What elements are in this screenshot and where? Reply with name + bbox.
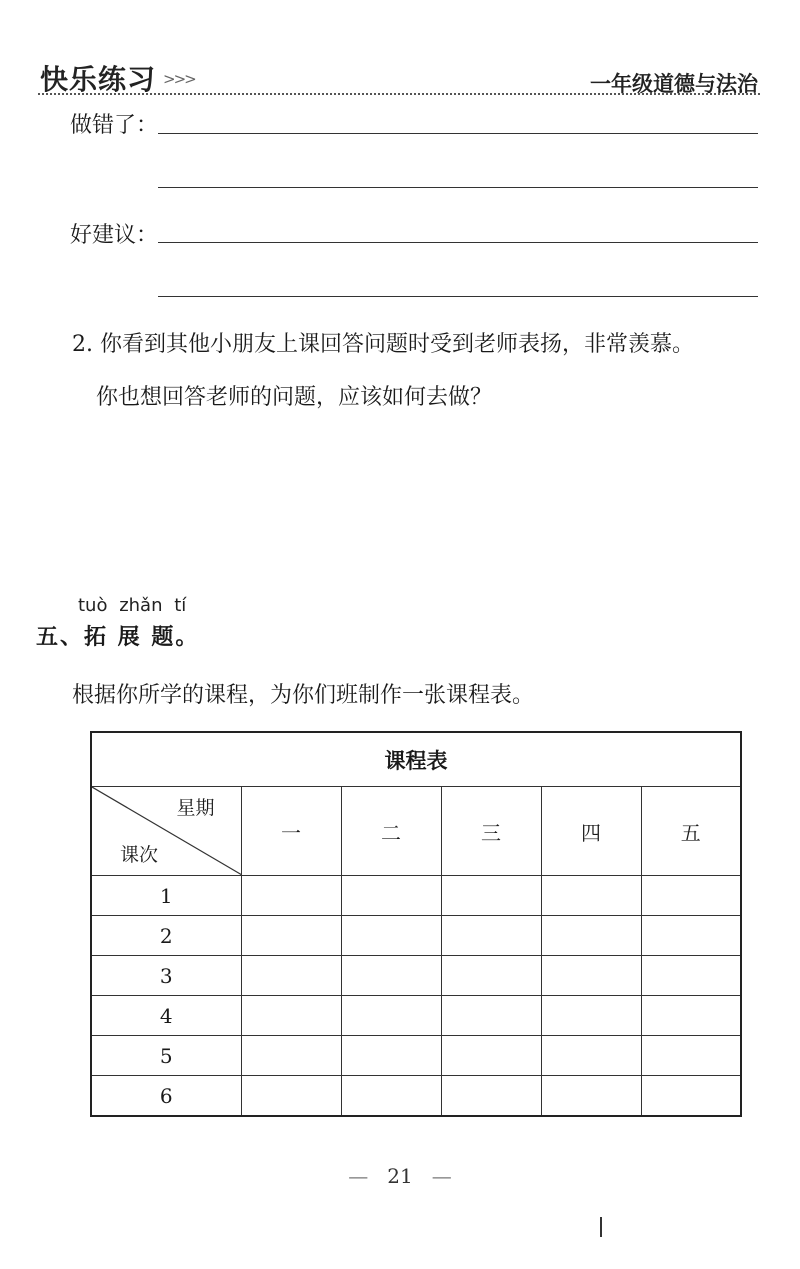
advice-answer-line-1[interactable] bbox=[158, 242, 758, 243]
mistake-label: 做错了： bbox=[70, 113, 159, 138]
mistake-answer-line-2[interactable] bbox=[158, 187, 758, 188]
schedule-cell[interactable] bbox=[241, 956, 341, 996]
schedule-cell[interactable] bbox=[241, 996, 341, 1036]
schedule-cell[interactable] bbox=[341, 1076, 441, 1117]
chevrons-decoration: >>> bbox=[163, 70, 195, 88]
period-label: 1 bbox=[91, 876, 241, 916]
schedule-cell[interactable] bbox=[341, 956, 441, 996]
schedule-cell[interactable] bbox=[541, 1076, 641, 1117]
page-number: 21 bbox=[387, 1164, 413, 1188]
schedule-cell[interactable] bbox=[641, 916, 741, 956]
schedule-cell[interactable] bbox=[441, 996, 541, 1036]
table-row bbox=[91, 996, 741, 1036]
schedule-cell[interactable] bbox=[341, 996, 441, 1036]
section-5-title: 五、拓 展 题。 bbox=[36, 625, 200, 650]
table-row bbox=[91, 916, 741, 956]
schedule-cell[interactable] bbox=[241, 876, 341, 916]
schedule-cell[interactable] bbox=[541, 996, 641, 1036]
schedule-cell[interactable] bbox=[541, 1036, 641, 1076]
schedule-cell[interactable] bbox=[441, 916, 541, 956]
dash-right: — bbox=[431, 1164, 452, 1188]
schedule-cell[interactable] bbox=[241, 1076, 341, 1117]
period-label: 3 bbox=[91, 956, 241, 996]
schedule-cell[interactable] bbox=[441, 956, 541, 996]
table-row bbox=[91, 1036, 741, 1076]
margin-mark bbox=[600, 1217, 602, 1237]
mistake-answer-line-1[interactable] bbox=[158, 133, 758, 134]
schedule-cell[interactable] bbox=[441, 1036, 541, 1076]
question-2-line-2: 你也想回答老师的问题，应该如何去做？ bbox=[96, 385, 493, 410]
period-label: 6 bbox=[91, 1076, 241, 1117]
schedule-cell[interactable] bbox=[241, 1036, 341, 1076]
table-row bbox=[91, 1076, 741, 1117]
schedule-cell[interactable] bbox=[641, 876, 741, 916]
schedule-cell[interactable] bbox=[441, 1076, 541, 1117]
schedule-cell[interactable] bbox=[641, 1036, 741, 1076]
schedule-cell[interactable] bbox=[441, 876, 541, 916]
corner-header-cell bbox=[91, 787, 241, 876]
schedule-cell[interactable] bbox=[341, 916, 441, 956]
schedule-cell[interactable] bbox=[341, 876, 441, 916]
schedule-cell[interactable] bbox=[541, 876, 641, 916]
subject-title: 一年级道德与法治 bbox=[590, 72, 758, 96]
schedule-title: 课程表 bbox=[91, 732, 741, 787]
diagonal-divider bbox=[92, 787, 241, 875]
schedule-cell[interactable] bbox=[541, 956, 641, 996]
dash-left: — bbox=[348, 1164, 369, 1188]
schedule-cell[interactable] bbox=[641, 996, 741, 1036]
workbook-title: 快乐练习 bbox=[40, 63, 157, 96]
corner-day-label: 星期 bbox=[176, 797, 215, 819]
schedule-table bbox=[90, 731, 742, 1117]
corner-period-label: 课次 bbox=[120, 844, 159, 866]
schedule-cell[interactable] bbox=[341, 1036, 441, 1076]
advice-answer-line-2[interactable] bbox=[158, 296, 758, 297]
day-header-wed: 三 bbox=[441, 787, 541, 876]
table-row bbox=[91, 876, 741, 916]
period-label: 4 bbox=[91, 996, 241, 1036]
day-header-thu: 四 bbox=[541, 787, 641, 876]
schedule-cell[interactable] bbox=[641, 1076, 741, 1117]
schedule-cell[interactable] bbox=[541, 916, 641, 956]
schedule-cell[interactable] bbox=[641, 956, 741, 996]
day-header-tue: 二 bbox=[341, 787, 441, 876]
advice-label: 好建议： bbox=[70, 223, 159, 248]
question-2-line-1: 2. 你看到其他小朋友上课回答问题时受到老师表扬，非常羡慕。 bbox=[72, 332, 694, 357]
day-header-mon: 一 bbox=[241, 787, 341, 876]
period-label: 2 bbox=[91, 916, 241, 956]
section-pinyin: tuò zhǎn tí bbox=[78, 595, 187, 616]
table-row bbox=[91, 956, 741, 996]
page-number-footer bbox=[0, 1164, 800, 1188]
schedule-cell[interactable] bbox=[241, 916, 341, 956]
header-dotted-rule bbox=[38, 93, 760, 95]
day-header-fri: 五 bbox=[641, 787, 741, 876]
section-5-instruction: 根据你所学的课程，为你们班制作一张课程表。 bbox=[72, 683, 535, 708]
period-label: 5 bbox=[91, 1036, 241, 1076]
